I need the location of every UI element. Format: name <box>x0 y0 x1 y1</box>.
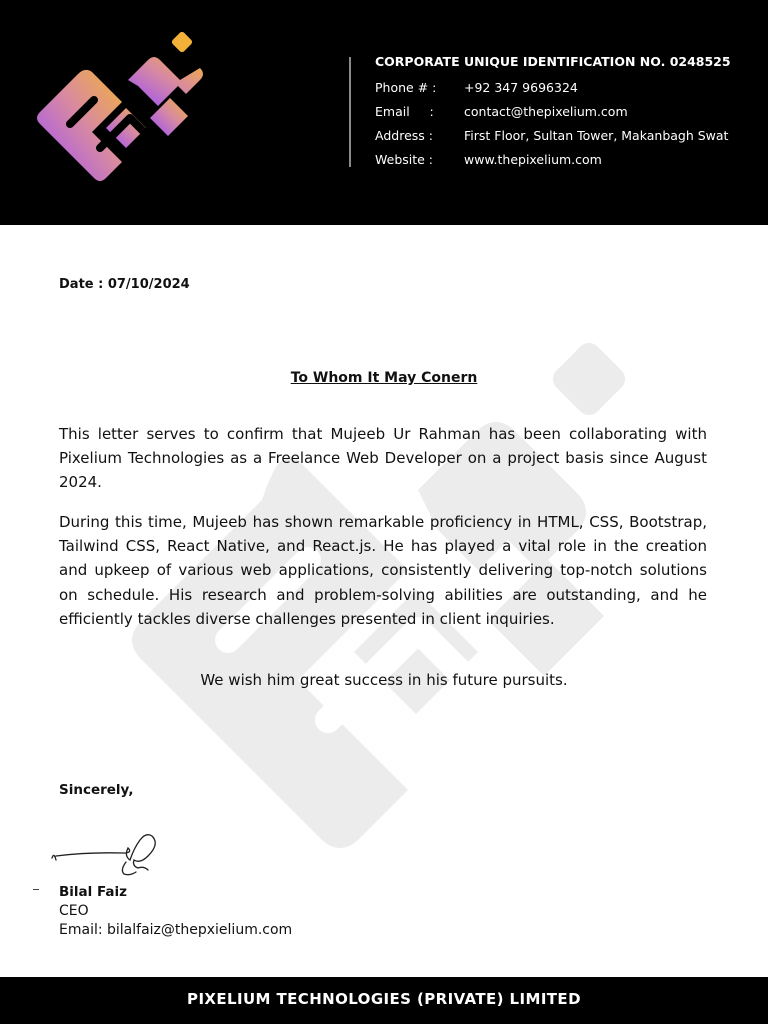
contact-label: Phone # : <box>375 80 437 95</box>
letter-subject <box>0 370 768 386</box>
letter-subject-text: To Whom It May Conern <box>290 370 478 386</box>
letter-date: Date : 07/10/2024 <box>59 277 190 292</box>
header-divider <box>349 57 351 167</box>
signer-email: Email: bilalfaiz@thepxielium.com <box>59 922 293 938</box>
contact-email <box>375 104 628 119</box>
contact-phone <box>375 80 578 95</box>
closing: Sincerely, <box>59 782 134 798</box>
contact-website <box>375 152 602 167</box>
pixelium-logo-icon <box>30 28 210 198</box>
signer-name: Bilal Faiz <box>59 884 128 900</box>
contact-value: www.thepixelium.com <box>464 152 602 167</box>
corporate-id: CORPORATE UNIQUE IDENTIFICATION NO. 0248525 <box>375 54 731 69</box>
paragraph-wish: We wish him great success in his future pursuits. <box>200 671 568 689</box>
contact-label: Email : <box>375 104 434 119</box>
signature-mark <box>33 889 39 890</box>
paragraph-performance: During this time, Mujeeb has shown remarkable proficiency in HTML, CSS, Bootstrap, Tailwind CSS, React Native, and React.js. He has played a vital role in the creation and upkeep of various web applications, consistently delivering top-notch solutions on schedule. His research and problem-solving abilities are outstanding, and he efficiently tackles diverse challenges presented in client inquiries. <box>59 513 707 628</box>
letterhead-footer <box>0 977 768 1024</box>
contact-address <box>375 128 728 143</box>
letterhead-header <box>0 0 768 225</box>
contact-value: First Floor, Sultan Tower, Makanbagh Swat <box>464 128 729 143</box>
contact-label: Website : <box>375 152 434 167</box>
paragraph-confirmation: This letter serves to confirm that Mujeeb Ur Rahman has been collaborating with Pixelium Technologies as a Freelance Web Developer on a project basis since August 2024. <box>59 425 707 492</box>
footer-company-name: PIXELIUM TECHNOLOGIES (PRIVATE) LIMITED <box>187 990 581 1008</box>
contact-value: +92 347 9696324 <box>464 80 578 95</box>
contact-value: contact@thepixelium.com <box>464 104 628 119</box>
signature-image <box>48 826 163 886</box>
contact-label: Address : <box>375 128 433 143</box>
signer-title: CEO <box>59 903 89 919</box>
